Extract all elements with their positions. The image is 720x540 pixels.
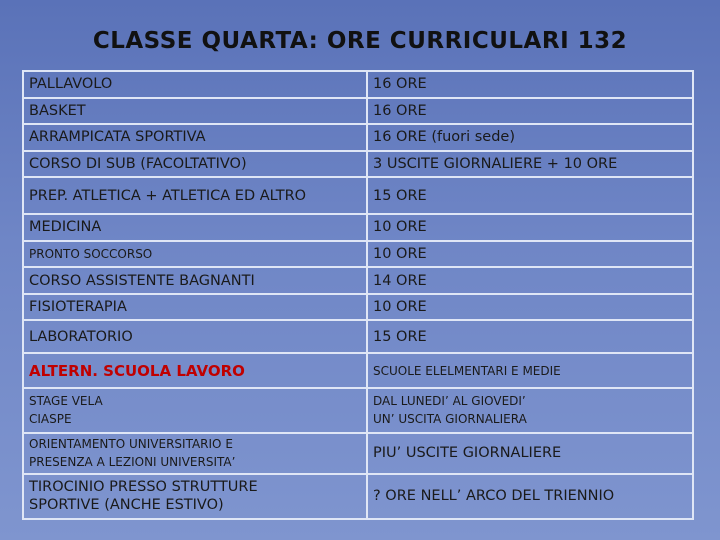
curriculum-table — [22, 70, 694, 520]
table-row — [23, 388, 693, 433]
hours-cell: PIU’ USCITE GIORNALIERE — [367, 433, 693, 474]
table-row — [23, 267, 693, 294]
hours-cell: 3 USCITE GIORNALIERE + 10 ORE — [367, 151, 693, 178]
table-row — [23, 71, 693, 98]
table-row — [23, 214, 693, 241]
hours-cell: 14 ORE — [367, 267, 693, 294]
activity-cell: PRONTO SOCCORSO — [23, 241, 367, 268]
table-row — [23, 433, 693, 474]
table-row — [23, 320, 693, 353]
table-row — [23, 474, 693, 519]
table-row — [23, 294, 693, 321]
hours-cell: 16 ORE — [367, 71, 693, 98]
table-row — [23, 98, 693, 125]
table-row — [23, 353, 693, 388]
activity-cell: MEDICINA — [23, 214, 367, 241]
hours-cell: 10 ORE — [367, 214, 693, 241]
hours-cell: 10 ORE — [367, 241, 693, 268]
activity-cell: ARRAMPICATA SPORTIVA — [23, 124, 367, 151]
activity-cell: CORSO ASSISTENTE BAGNANTI — [23, 267, 367, 294]
hours-cell: 15 ORE — [367, 177, 693, 214]
activity-cell: STAGE VELA CIASPE — [23, 388, 367, 433]
activity-cell: FISIOTERAPIA — [23, 294, 367, 321]
activity-cell: CORSO DI SUB (FACOLTATIVO) — [23, 151, 367, 178]
hours-cell: 16 ORE — [367, 98, 693, 125]
hours-cell: SCUOLE ELELMENTARI E MEDIE — [367, 353, 693, 388]
hours-cell: 16 ORE (fuori sede) — [367, 124, 693, 151]
table-row — [23, 124, 693, 151]
activity-cell: LABORATORIO — [23, 320, 367, 353]
table-row — [23, 177, 693, 214]
activity-cell: ORIENTAMENTO UNIVERSITARIO E PRESENZA A LEZIONI UNIVERSITA’ — [23, 433, 367, 474]
activity-cell: TIROCINIO PRESSO STRUTTURE SPORTIVE (ANCHE ESTIVO) — [23, 474, 367, 519]
slide-title: CLASSE QUARTA: ORE CURRICULARI 132 — [92, 28, 628, 54]
table-row — [23, 151, 693, 178]
hours-cell: 10 ORE — [367, 294, 693, 321]
table-row — [23, 241, 693, 268]
activity-cell: BASKET — [23, 98, 367, 125]
hours-cell: 15 ORE — [367, 320, 693, 353]
activity-cell: PALLAVOLO — [23, 71, 367, 98]
activity-cell: PREP. ATLETICA + ATLETICA ED ALTRO — [23, 177, 367, 214]
hours-cell: ? ORE NELL’ ARCO DEL TRIENNIO — [367, 474, 693, 519]
hours-cell: DAL LUNEDI’ AL GIOVEDI’ UN’ USCITA GIORNALIERA — [367, 388, 693, 433]
activity-cell-highlight: ALTERN. SCUOLA LAVORO — [23, 353, 367, 388]
